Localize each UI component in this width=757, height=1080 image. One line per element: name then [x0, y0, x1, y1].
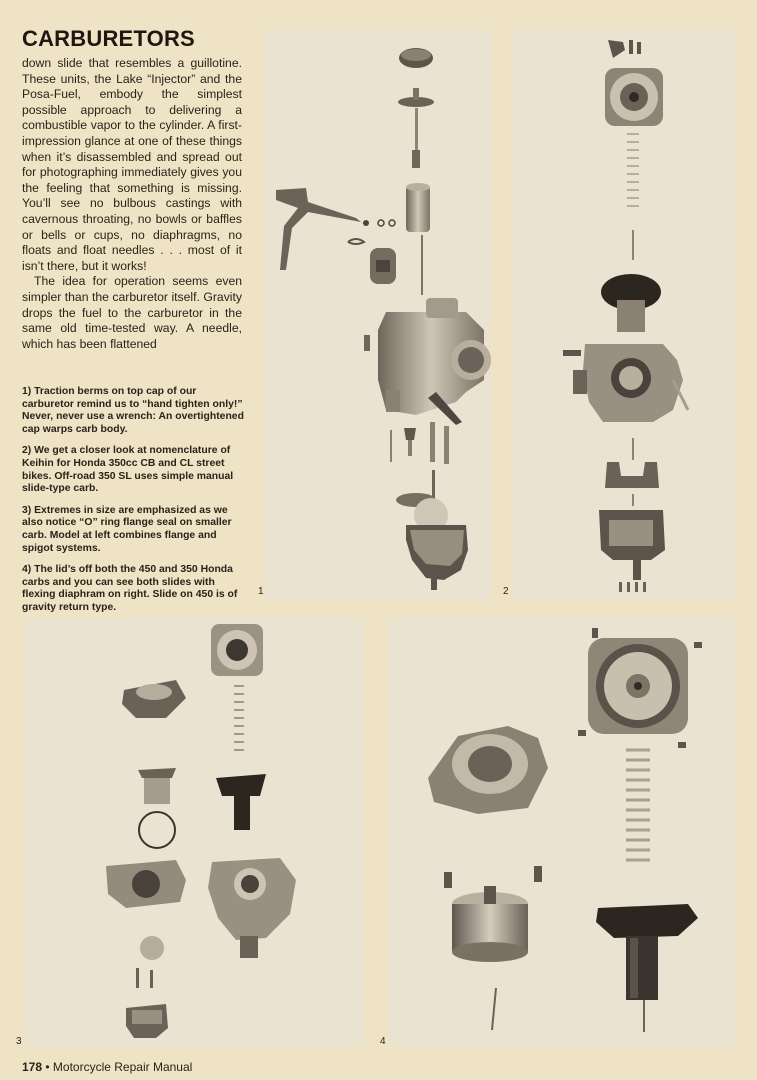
footer-separator: • [45, 1060, 50, 1074]
page-footer [22, 1060, 192, 1074]
body-paragraph: down slide that resembles a guillotine. These units, the Lake “Injector” and the Posa-Fuel, embody the simplest possible approach to delivering a combustible vapor to the cylinder. A first-impression glance at one of these things when it’s disassembled and spread out for photographing immediately gives you the feeling that something is missing. You’ll see no bulbous castings with cavernous throating, no bowls or baffles or bells or cups, no diaphragms, no floats and float needles . . . most of it isn’t there, but it works! [22, 56, 242, 273]
photo-4-carb-slides [388, 618, 735, 1046]
caption-1: 1) Traction berms on top cap of our carburetor remind us to “hand tighten only!” Never, never use a wrench: An overtightened cap warps carb body. [22, 386, 244, 435]
figure-number-3: 3 [16, 1036, 22, 1047]
section-heading: CARBURETORS [22, 26, 195, 51]
footer-title: Motorcycle Repair Manual [52, 1060, 193, 1074]
page-number: 178 [22, 1060, 43, 1074]
photo-2-exploded-keihin-carburetor [513, 30, 735, 600]
caption-2: 2) We get a closer look at nomenclature of Keihin for Honda 350cc CB and CL street bikes. Off-road 350 SL uses simple manual slide-type carb. [22, 445, 234, 495]
body-text [22, 56, 242, 352]
photo-1-exploded-carburetor [266, 30, 491, 600]
body-paragraph: The idea for operation seems even simpler than the carburetor itself. Gravity drops the fuel to the carburetor in the same old time-tested way. A needle, which has been flattened [22, 274, 242, 351]
figure-number-1: 1 [258, 586, 264, 597]
figure-number-4: 4 [380, 1036, 386, 1047]
caption-4: 4) The lid’s off both the 450 and 350 Honda carbs and you can see both slides with flexing diaphram on right. Slide on 450 is of gravity return type. [22, 564, 238, 613]
figure-number-2: 2 [503, 586, 509, 597]
figure-captions [22, 386, 244, 624]
caption-3: 3) Extremes in size are emphasized as we also notice “O” ring flange seal on smaller carb. Model at left combines flange and spigot systems. [22, 504, 232, 554]
photo-3-two-carburetors [26, 618, 364, 1046]
